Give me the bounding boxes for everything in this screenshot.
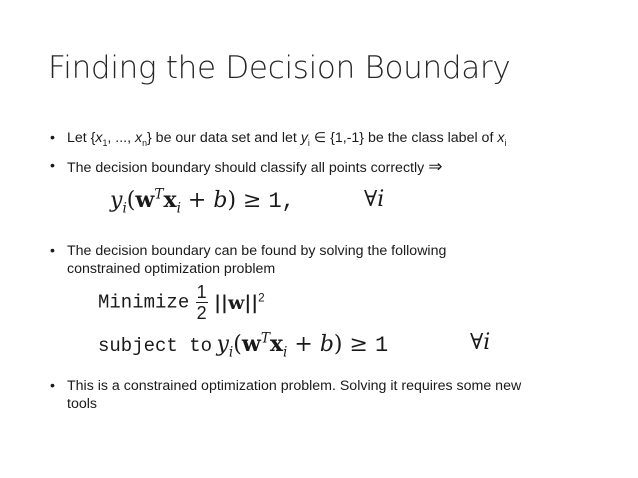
constraint-line — [98, 330, 389, 361]
eq-w: w — [135, 187, 155, 213]
norm-w: ||w|| — [214, 291, 259, 314]
text-let: Let { — [67, 130, 96, 146]
equation-constraint — [110, 186, 295, 217]
eq-geq: ≥ — [236, 188, 269, 213]
equation-forall — [364, 187, 384, 212]
frac-denominator: 2 — [196, 303, 207, 323]
minimize-label: Minimize — [98, 291, 190, 314]
text-line2: constrained optimization problem — [67, 260, 276, 277]
var-yi: y — [300, 130, 308, 146]
sub-n: n — [142, 137, 147, 148]
fraction-half — [196, 282, 208, 323]
text-ellipsis: , ..., — [107, 130, 135, 146]
eq-one: 1, — [268, 189, 295, 214]
var-xi: x — [497, 130, 505, 146]
eq2-i: i — [483, 330, 491, 355]
eq2-geq: ≥ — [342, 332, 375, 357]
eq-x-sub: i — [176, 200, 181, 217]
eq-y-sub: i — [122, 200, 127, 217]
constraint-expression — [216, 330, 389, 361]
slide-title: Finding the Decision Boundary — [48, 50, 511, 86]
bullet-text — [67, 130, 506, 148]
forall-symbol-2: ∀ — [470, 330, 484, 355]
subject-to-label: subject to — [98, 335, 213, 357]
element-of-symbol: ∈ — [309, 130, 331, 146]
var-x1: x — [95, 130, 103, 146]
bullet-dot: • — [50, 130, 55, 146]
sub-i: i — [307, 137, 310, 148]
eq2-w: w — [241, 331, 261, 357]
eq2-one: 1 — [374, 333, 389, 358]
eq-i: i — [377, 187, 385, 212]
eq-plus: + — [180, 188, 214, 213]
text-line2: tools — [67, 395, 97, 412]
var-xn: x — [135, 130, 143, 146]
text-class-label: {1,-1} be the class label of — [330, 130, 498, 146]
forall-symbol: ∀ — [364, 187, 378, 212]
norm-sup: 2 — [258, 291, 265, 305]
bullet-text — [67, 378, 521, 413]
eq-b: b — [213, 188, 228, 213]
eq-y: y — [110, 188, 123, 213]
bullet-dot: • — [50, 378, 55, 394]
eq2-plus: + — [287, 332, 320, 357]
eq-w-sup: T — [154, 186, 164, 203]
equation2-forall — [470, 330, 490, 355]
eq2-w-sup: T — [260, 330, 270, 347]
sub-1: 1 — [102, 137, 108, 148]
text-be-our: } be our data set and let — [147, 130, 301, 146]
eq2-paren-open: ( — [233, 332, 242, 357]
eq2-y-sub: i — [228, 344, 234, 361]
sub-i2: i — [504, 137, 507, 148]
bullet-dot: • — [50, 243, 55, 259]
eq-paren-close: ) — [227, 188, 237, 213]
text-line1: This is a constrained optimization problem. Solving it requires some new — [67, 378, 522, 394]
eq-paren-open: ( — [126, 188, 136, 213]
eq2-paren-close: ) — [333, 332, 343, 357]
text-classify: The decision boundary should classify all points correctly — [67, 160, 425, 176]
bullet-dot: • — [50, 158, 55, 174]
text-line1: The decision boundary can be found by solving the following — [67, 243, 447, 259]
eq2-b: b — [319, 332, 334, 357]
eq2-x-sub: i — [283, 344, 288, 361]
bullet-text — [67, 243, 446, 278]
norm-expression — [214, 292, 265, 314]
eq2-y: y — [216, 332, 229, 357]
eq2-x: x — [269, 331, 284, 357]
objective-line — [98, 282, 265, 323]
frac-numerator: 1 — [196, 282, 207, 302]
bullet-text — [67, 158, 442, 178]
implies-arrow-icon: ⇒ — [428, 157, 443, 176]
eq-x: x — [163, 187, 177, 213]
